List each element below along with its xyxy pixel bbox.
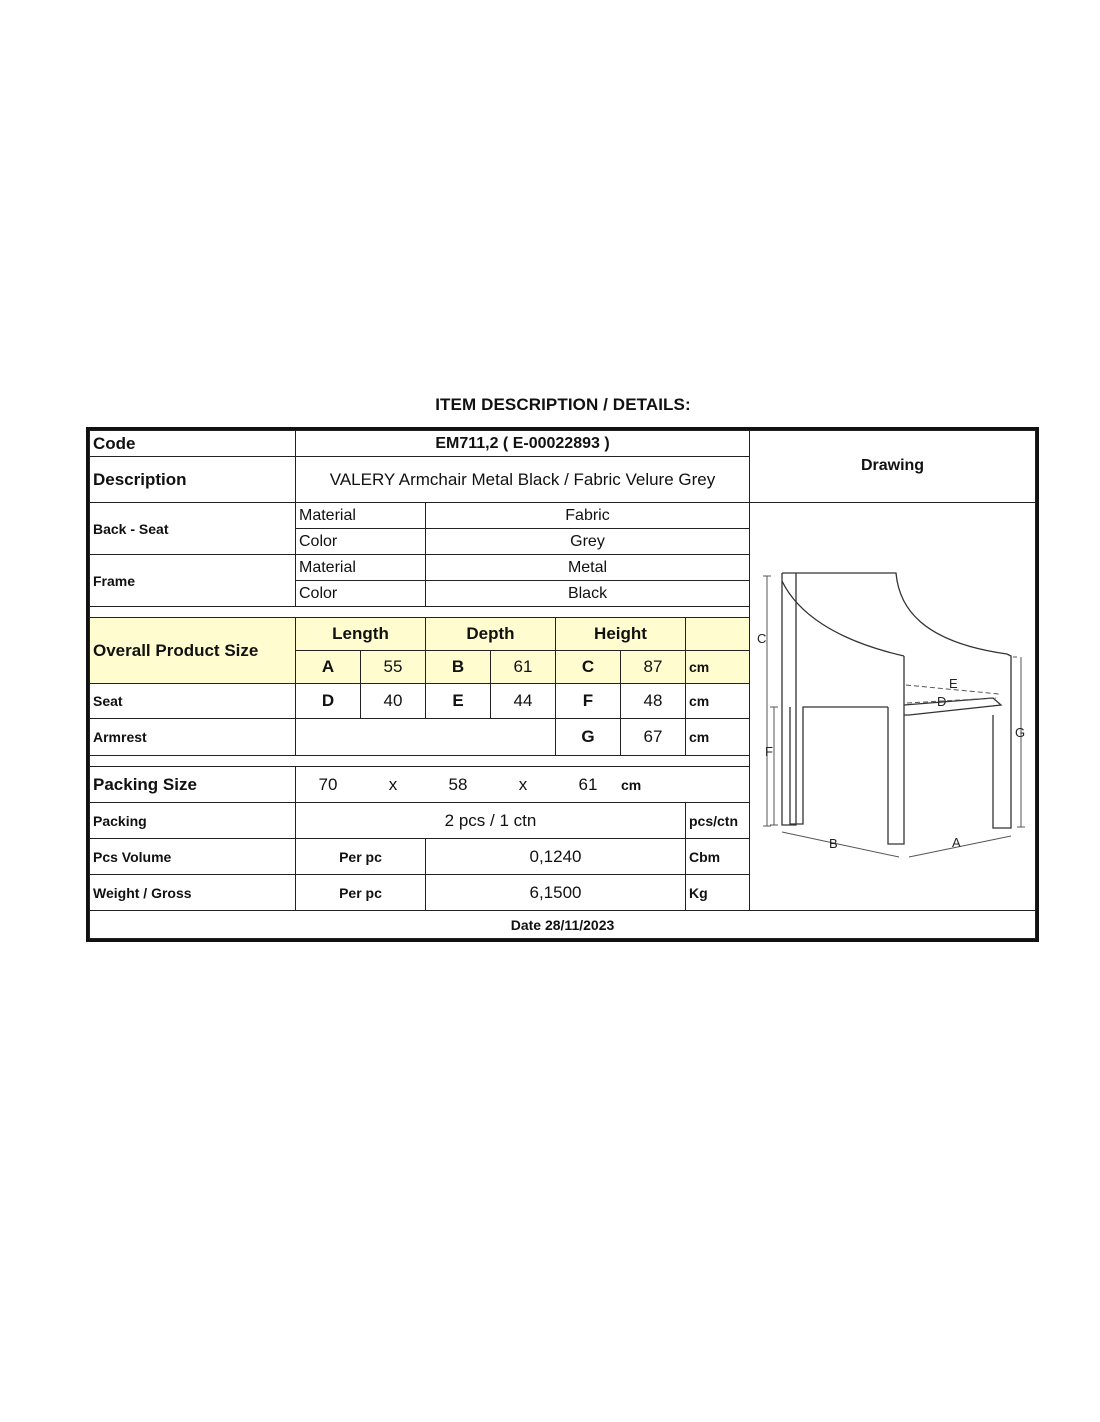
dim-g-value: 67 <box>620 718 686 756</box>
weight-label: Weight / Gross <box>89 874 296 911</box>
back-seat-color-label: Color <box>295 528 426 555</box>
page-title: ITEM DESCRIPTION / DETAILS: <box>435 395 691 414</box>
dim-a-label: A <box>295 650 361 684</box>
frame-color-label: Color <box>295 580 426 607</box>
drawing-letter-f: F <box>765 744 773 759</box>
frame-color: Black <box>425 580 750 607</box>
volume-label: Pcs Volume <box>89 838 296 875</box>
chair-arm-top <box>993 654 1011 828</box>
dim-d-value: 40 <box>360 683 426 719</box>
dim-g-label: G <box>555 718 621 756</box>
packing-size-label: Packing Size <box>89 766 296 803</box>
back-seat-color: Grey <box>425 528 750 555</box>
drawing-letter-e: E <box>949 676 958 691</box>
frame-material-label: Material <box>295 554 426 581</box>
description-value: VALERY Armchair Metal Black / Fabric Velure Grey <box>295 456 750 503</box>
packing-unit: pcs/ctn <box>685 802 750 839</box>
drawing-letter-c: C <box>757 631 767 646</box>
packing-size-x1: x <box>388 774 398 794</box>
dim-f-label: F <box>555 683 621 719</box>
back-seat-material-label: Material <box>295 502 426 529</box>
chair-leg-rear-right <box>790 707 888 824</box>
packing-value: 2 pcs / 1 ctn <box>295 802 686 839</box>
back-seat-material: Fabric <box>425 502 750 529</box>
weight-per: Per pc <box>295 874 426 911</box>
dim-e-label: E <box>425 683 491 719</box>
armrest-label: Armrest <box>89 718 296 756</box>
dim-d-label: D <box>295 683 361 719</box>
code-value: EM711,2 ( E-00022893 ) <box>295 430 750 457</box>
depth-header: Depth <box>425 617 556 651</box>
length-header: Length <box>295 617 426 651</box>
chair-seat <box>904 698 1001 715</box>
dim-a-value: 55 <box>360 650 426 684</box>
drawing-letter-b: B <box>829 836 838 851</box>
overall-unit: cm <box>685 650 750 684</box>
weight-unit: Kg <box>685 874 750 911</box>
packing-size-unit: cm <box>621 776 642 793</box>
packing-size-height: 61 <box>578 774 598 794</box>
seat-label: Seat <box>89 683 296 719</box>
armrest-unit: cm <box>685 718 750 756</box>
dim-c-label: C <box>555 650 621 684</box>
packing-size-x2: x <box>518 774 528 794</box>
dim-f-value: 48 <box>620 683 686 719</box>
description-label: Description <box>89 456 296 503</box>
armrest-empty <box>295 718 556 756</box>
weight-value: 6,1500 <box>425 874 686 911</box>
code-label: Code <box>89 430 296 457</box>
drawing-label: Drawing <box>749 430 1036 503</box>
packing-size-width: 58 <box>448 774 468 794</box>
drawing-letter-g: G <box>1015 725 1026 740</box>
date-footer: Date 28/11/2023 <box>89 910 1036 939</box>
drawing-letter-d: D <box>937 694 947 709</box>
unit-header <box>685 617 750 651</box>
back-seat-label: Back - Seat <box>89 502 296 555</box>
chair-leg-front <box>888 707 904 844</box>
chair-back-inner <box>782 581 904 656</box>
volume-unit: Cbm <box>685 838 750 875</box>
volume-value: 0,1240 <box>425 838 686 875</box>
chair-drawing <box>749 502 1036 909</box>
drawing-letter-a: A <box>952 835 961 850</box>
chair-leg-rear-left <box>782 573 796 825</box>
dim-b-label: B <box>425 650 491 684</box>
dim-c-value: 87 <box>620 650 686 684</box>
frame-material: Metal <box>425 554 750 581</box>
dim-e-value: 44 <box>490 683 556 719</box>
height-header: Height <box>555 617 686 651</box>
overall-size-label: Overall Product Size <box>89 617 296 684</box>
packing-label: Packing <box>89 802 296 839</box>
frame-label: Frame <box>89 554 296 607</box>
packing-size-length: 70 <box>318 774 338 794</box>
seat-unit: cm <box>685 683 750 719</box>
chair-back-outer <box>782 573 1007 654</box>
volume-per: Per pc <box>295 838 426 875</box>
dim-b-value: 61 <box>490 650 556 684</box>
